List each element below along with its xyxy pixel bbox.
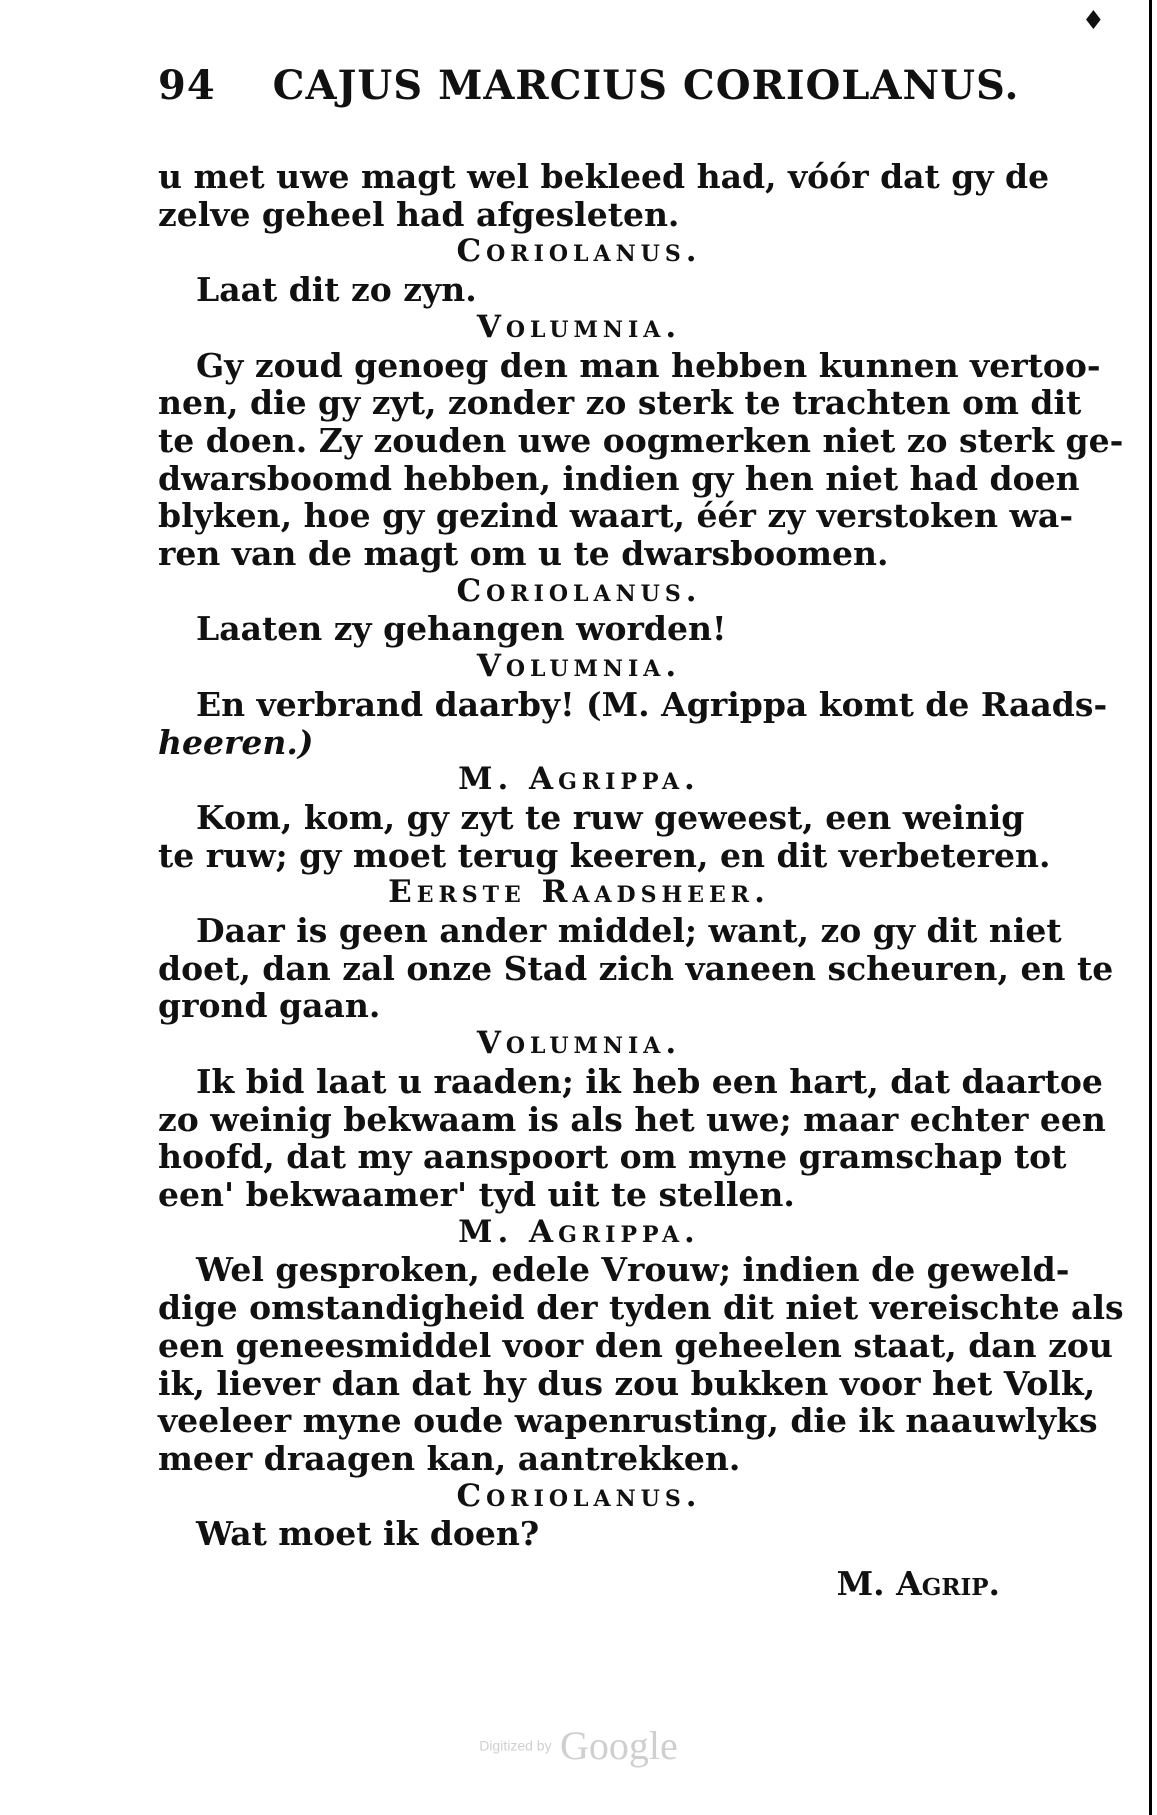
body-text bbox=[158, 157, 1124, 1604]
digitized-watermark bbox=[0, 1722, 1157, 1769]
text-line: te doen. Zy zouden uwe oogmerken niet zo sterk ge- bbox=[158, 420, 1124, 460]
text-line: ren van de magt om u te dwarsboomen. bbox=[158, 534, 889, 574]
speaker-heading: Coriolanus. bbox=[456, 1477, 702, 1514]
text-line: dwarsboomd hebben, indien gy hen niet had doen bbox=[158, 458, 1080, 498]
text-line bbox=[158, 724, 1000, 762]
speaker-heading: Volumnia. bbox=[476, 648, 682, 685]
text-line: grond gaan. bbox=[158, 986, 381, 1026]
text-line: nen, die gy zyt, zonder zo sterk te trachten om dit bbox=[158, 383, 1082, 423]
text-line: Gy zoud genoeg den man hebben kunnen vertoo- bbox=[196, 345, 1101, 385]
stage-direction: heeren.) bbox=[158, 722, 314, 762]
watermark-prefix: Digitized by bbox=[479, 1737, 552, 1754]
text-line: Kom, kom, gy zyt te ruw geweest, een weinig bbox=[196, 797, 1025, 837]
stage-direction-line: En verbrand daarby! (M. Agrippa komt de Raads- bbox=[196, 684, 1108, 724]
speaker-heading: Coriolanus. bbox=[456, 233, 702, 270]
speaker-heading: M. Agrippa. bbox=[458, 1213, 700, 1250]
text-line: u met uwe magt wel bekleed had, vóór dat gy de bbox=[158, 157, 1050, 196]
page-edge-shadow bbox=[1149, 0, 1152, 1815]
speaker-heading: M. Agrippa. bbox=[458, 761, 700, 798]
text-line bbox=[158, 684, 1108, 724]
text-line: Daar is geen ander middel; want, zo gy dit niet bbox=[196, 911, 1062, 951]
text-line: Wat moet ik doen? bbox=[196, 1514, 540, 1554]
text-line: dige omstandigheid der tyden dit niet vereischte als bbox=[158, 1288, 1124, 1328]
text-line: Laaten zy gehangen worden! bbox=[196, 609, 727, 649]
text-line: Laat dit zo zyn. bbox=[196, 270, 477, 310]
text-line: een' bekwaamer' tyd uit te stellen. bbox=[158, 1174, 795, 1214]
speaker-heading: Volumnia. bbox=[476, 1025, 682, 1062]
catchword: M. Agrip. bbox=[836, 1564, 1000, 1604]
text-line: zo weinig bekwaam is als het uwe; maar echter een bbox=[158, 1099, 1106, 1139]
text-line: blyken, hoe gy gezind waart, éér zy verstoken wa- bbox=[158, 496, 1074, 536]
speaker-heading: Eerste Raadsheer. bbox=[388, 874, 770, 911]
corner-mark: ♦ bbox=[1081, 6, 1105, 36]
text-line: doet, dan zal onze Stad zich vaneen scheuren, en te bbox=[158, 948, 1114, 988]
text-line: zelve geheel had afgesleten. bbox=[158, 194, 680, 234]
running-title: CAJUS MARCIUS CORIOLANUS. bbox=[272, 62, 1020, 109]
google-logo: Google bbox=[560, 1723, 678, 1768]
text-line: een geneesmiddel voor den geheelen staat, dan zou bbox=[158, 1325, 1113, 1365]
running-header bbox=[158, 62, 1020, 109]
speaker-heading: Volumnia. bbox=[476, 308, 682, 345]
speaker-heading: Coriolanus. bbox=[456, 572, 702, 609]
text-line: te ruw; gy moet terug keeren, en dit verbeteren. bbox=[158, 835, 1051, 875]
text-line: Ik bid laat u raaden; ik heb een hart, dat daartoe bbox=[196, 1061, 1103, 1101]
text-line: Wel gesproken, edele Vrouw; indien de geweld- bbox=[196, 1250, 1070, 1290]
text-line: ik, liever dan dat hy dus zou bukken voor het Volk, bbox=[158, 1363, 1096, 1403]
page-number: 94 bbox=[158, 62, 216, 109]
text-line: meer draagen kan, aantrekken. bbox=[158, 1438, 741, 1478]
text-line: hoofd, dat my aanspoort om myne gramschap tot bbox=[158, 1137, 1067, 1177]
text-line: veeleer myne oude wapenrusting, die ik naauwlyks bbox=[158, 1401, 1098, 1441]
